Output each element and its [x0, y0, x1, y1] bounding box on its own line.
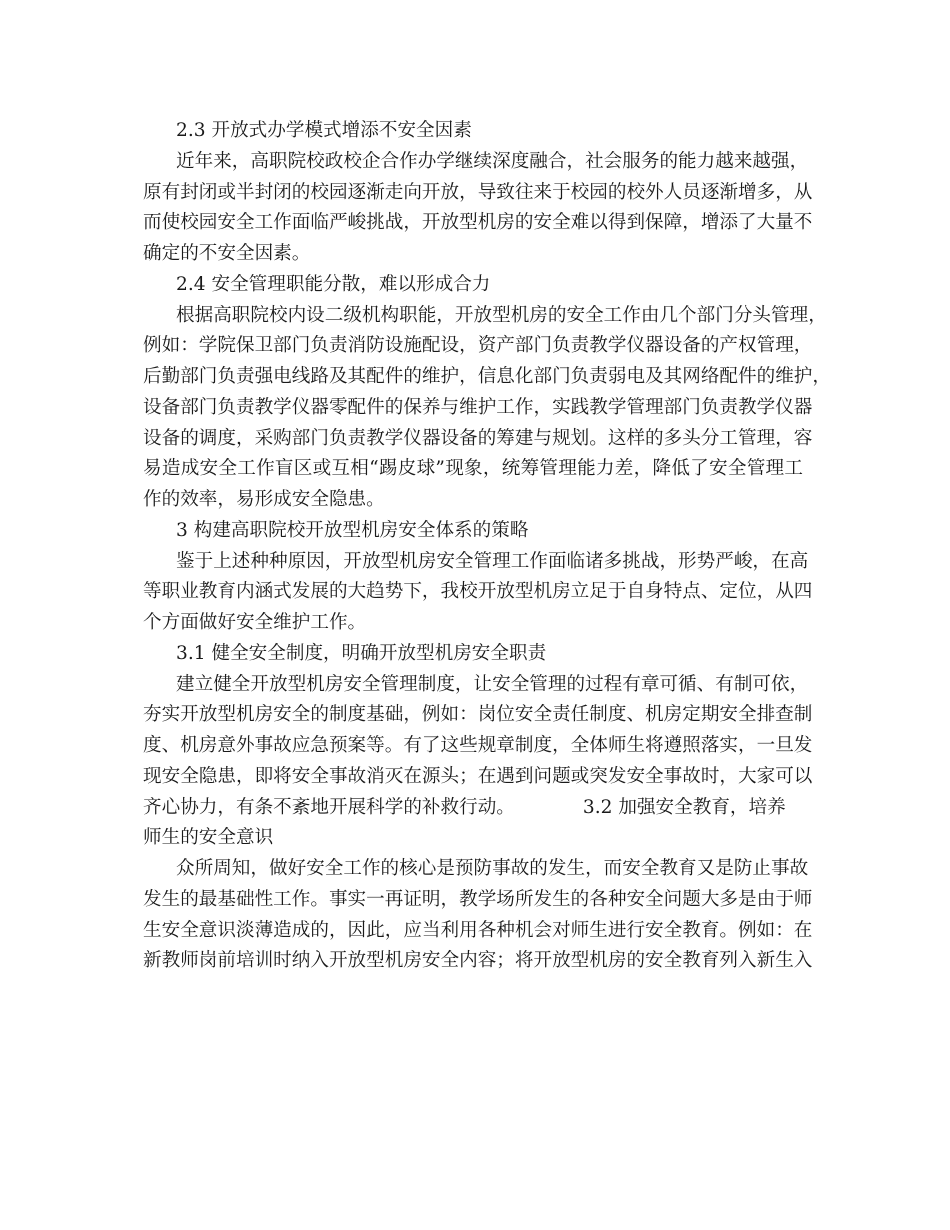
document-page [143, 116, 831, 977]
paragraph-line: 作的效率，易形成安全隐患。 [143, 489, 385, 510]
paragraph-line: 根据高职院校内设二级机构职能，开放型机房的安全工作由几个部门分头管理， [176, 304, 827, 326]
paragraph-line: 生安全意识淡薄造成的，因此，应当利用各种机会对师生进行安全教育。例如：在 [143, 919, 813, 941]
paragraph-line: 易造成安全工作盲区或互相“踢皮球”现象，统筹管理能力差，降低了安全管理工 [143, 458, 803, 480]
paragraph-line: 设备部门负责教学仪器零配件的保养与维护工作，实践教学管理部门负责教学仪器 [143, 396, 813, 418]
paragraph-line: 而使校园安全工作面临严峻挑战，开放型机房的安全难以得到保障，增添了大量不 [143, 212, 813, 234]
section-heading-3-2: 3.2 加强安全教育，培养 [582, 796, 786, 818]
section-heading-3 [143, 516, 803, 547]
paragraph-line: 后勤部门负责强电线路及其配件的维护，信息化部门负责弱电及其网络配件的维护， [143, 366, 831, 387]
paragraph-line: 众所周知，做好安全工作的核心是预防事故的发生，而安全教育又是防止事故 [176, 858, 809, 879]
paragraph-line: 确定的不安全因素。 [143, 243, 311, 264]
paragraph-line: 等职业教育内涵式发展的大趋势下，我校开放型机房立足于自身特点、定位，从四 [143, 581, 813, 603]
paragraph-line-with-inline-heading [143, 793, 803, 824]
heading-text: 2.3 开放式办学模式增添不安全因素 [176, 120, 472, 141]
paragraph-line: 度、机房意外事故应急预案等。有了这些规章制度，全体师生将遵照落实，一旦发 [143, 735, 813, 756]
paragraph-line: 原有封闭或半封闭的校园逐渐走向开放，导致往来于校园的校外人员逐渐增多，从 [143, 181, 813, 203]
paragraph-line: 现安全隐患，即将安全事故消灭在源头；在遇到问题或突发安全事故时，大家可以 [143, 765, 813, 787]
heading-text: 2.4 安全管理职能分散，难以形成合力 [176, 273, 491, 295]
section-heading-3-1 [143, 639, 803, 670]
paragraph-line: 个方面做好安全维护工作。 [143, 612, 367, 633]
heading-text: 3 构建高职院校开放型机房安全体系的策略 [176, 519, 529, 541]
heading-text: 3.1 健全安全制度，明确开放型机房安全职责 [176, 642, 547, 664]
paragraph-line: 设备的调度，采购部门负责教学仪器设备的筹建与规划。这样的多头分工管理，容 [143, 427, 813, 449]
paragraph-strategy-intro [143, 547, 813, 639]
paragraph-safety-system [143, 670, 813, 855]
heading-continuation: 师生的安全意识 [143, 827, 274, 849]
paragraph-line: 新教师岗前培训时纳入开放型机房安全内容；将开放型机房的安全教育列入新生入 [143, 950, 813, 972]
paragraph-line: 例如：学院保卫部门负责消防设施配设，资产部门负责教学仪器设备的产权管理， [143, 335, 813, 357]
paragraph-line: 建立健全开放型机房安全管理制度，让安全管理的过程有章可循、有制可依， [176, 673, 809, 695]
paragraph-line: 近年来，高职院校政校企合作办学继续深度融合，社会服务的能力越来越强， [176, 150, 809, 172]
paragraph-open-campus [143, 147, 813, 270]
section-heading-2-4 [143, 270, 803, 301]
paragraph-line: 夯实开放型机房安全的制度基础，例如：岗位安全责任制度、机房定期安全排查制 [143, 704, 813, 726]
paragraph-tail-text: 齐心协力，有条不紊地开展科学的补救行动。 [143, 796, 515, 818]
section-heading-2-3 [143, 116, 803, 147]
paragraph-line: 发生的最基础性工作。事实一再证明，教学场所发生的各种安全问题大多是由于师 [143, 888, 813, 910]
paragraph-line: 鉴于上述种种原因，开放型机房安全管理工作面临诸多挑战，形势严峻，在高 [176, 550, 809, 572]
paragraph-safety-education [143, 854, 813, 977]
paragraph-management-functions [143, 301, 831, 516]
